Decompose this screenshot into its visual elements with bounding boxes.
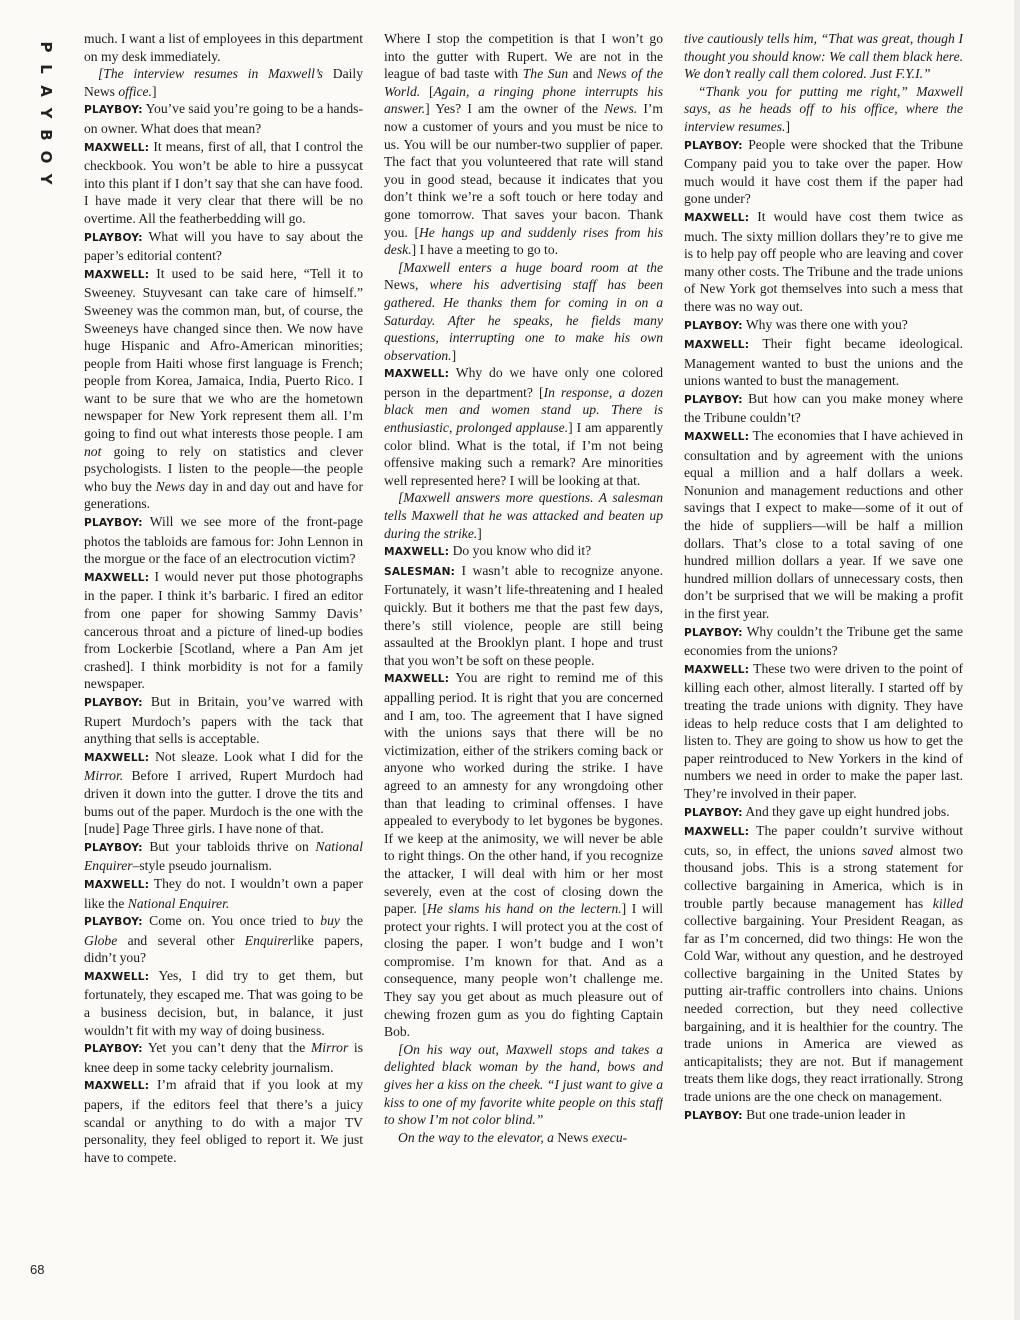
paragraph	[384, 364, 663, 489]
italic-text: On the way to the elevator, a	[398, 1129, 558, 1145]
body-text: It would have cost them twice as much. The sixty million dollars they’re to give me is to help pay off people who are leaving and cover many other costs. The Tribune and the trade unions of New York got themselves into such a mess that there was no way out.	[684, 208, 963, 314]
speaker-label: PLAYBOY:	[84, 841, 143, 854]
paragraph	[384, 489, 663, 542]
body-text: Will we see more of the front-page photos the tabloids are famous for: John Lennon in the morgue or the face of an electrocution victim?	[84, 514, 363, 567]
italic-text: [The interview resumes in Maxwell’s	[98, 66, 333, 82]
italic-text: Mirror	[310, 1040, 349, 1056]
running-head-letter: B	[37, 129, 55, 141]
body-text: They do not. I wouldn’t own a paper like the	[84, 875, 363, 911]
speaker-label: MAXWELL:	[84, 751, 150, 764]
body-text: These two were driven to the point of killing each other, almost literally. I started off by treating the trade unions with dignity. They have ideas to help reduce costs that I am delighted to listen to. They are going to show us how to get the paper reintroduced to New Yorkers in the kind of numbers we need in order to make the paper last. They’re involved in their paper.	[684, 660, 963, 801]
italic-text: News of the World.	[384, 66, 663, 99]
paragraph	[384, 1041, 663, 1129]
paragraph	[84, 65, 363, 100]
body-text: ]	[151, 83, 157, 99]
body-text: Where I stop the competition is that I won’t go into the gutter with Rupert. We are not in the league of bad taste with	[384, 31, 663, 82]
body-text: the	[339, 913, 363, 929]
italic-text: not	[84, 443, 102, 459]
paragraph	[684, 803, 963, 823]
italic-text: buy	[320, 913, 340, 929]
paragraph	[684, 335, 963, 390]
speaker-label: PLAYBOY:	[684, 626, 743, 639]
body-text: What will you have to say about the paper’s editorial content?	[84, 228, 363, 264]
paragraph	[684, 316, 963, 336]
running-head-letter: L	[37, 64, 55, 74]
paragraph	[684, 1106, 963, 1126]
body-text: But your tabloids thrive on	[149, 838, 316, 854]
body-text: It used to be said here, “Tell it to Sweeney. Stuyvesant can take care of himself.” Sweeney was the common man, but, of course, the Sweeneys have changed since then. We now have huge Hispanic and Afro-American minorities; people from Haiti whose first language is French; people from Korea, Jamaica, India, Puerto Rico. I want to be sure that we who are the hometown newspaper for New York represent them all. I’m going to find out what interests those people. I am	[84, 265, 363, 442]
italic-text: [Maxwell enters a huge board room at the	[398, 259, 663, 275]
speaker-label: PLAYBOY:	[84, 1043, 143, 1056]
body-text: Why couldn’t the Tribune get the same economies from the unions?	[684, 623, 963, 659]
body-text: ] I have a meeting to go to.	[411, 242, 559, 258]
italic-text: “Thank you for putting me right,” Maxwell says, as he heads off to his office, where the interview resumes.	[684, 83, 963, 134]
paragraph	[84, 1039, 363, 1076]
body-text: Do you know who did it?	[452, 543, 592, 559]
italic-text: In response, a dozen black men and women stand up. There is enthusiastic, prolonged applause.	[384, 384, 663, 436]
column-2	[384, 30, 663, 1290]
italic-text: News.	[604, 101, 638, 117]
speaker-label: MAXWELL:	[84, 970, 150, 983]
body-text: Yet you can’t deny that the	[147, 1040, 311, 1056]
speaker-label: PLAYBOY:	[684, 1109, 743, 1122]
body-text: almost two thousand jobs. This is a strong statement for collective bargaining in America, which is in trouble partly because management has	[684, 842, 963, 911]
body-text: But in Britain, you’ve warred with Rupert Murdoch’s papers with the tack that anything that sells is acceptable.	[84, 693, 363, 747]
paragraph	[84, 748, 363, 838]
paragraph	[84, 30, 363, 65]
paragraph	[84, 228, 363, 265]
body-text: like papers, didn’t you?	[84, 932, 363, 966]
column-1	[84, 30, 363, 1290]
body-text: ] I will protect your rights. I will protect you at the cost of closing the paper. I won’t budge and I won’t compromise. I’m known for that. And as a consequence, many people won’t challenge me. They say you get about as much pleasure out of chewing frozen gum as you do fighting Captain Bob.	[384, 901, 663, 1040]
speaker-label: PLAYBOY:	[84, 104, 143, 117]
body-text: ]	[477, 525, 482, 541]
body-text: News,	[384, 277, 419, 293]
body-text: Yes, I did try to get them, but fortunately, they escaped me. That was going to be a business decision, but, in balance, it just wouldn’t fit with my way of doing business.	[84, 967, 363, 1038]
body-text: Daily News	[84, 66, 363, 99]
running-head-letter: A	[37, 85, 55, 97]
paragraph	[684, 822, 963, 1106]
paragraph	[384, 1129, 663, 1147]
paragraph	[84, 967, 363, 1039]
speaker-label: PLAYBOY:	[84, 696, 143, 709]
body-text: and	[568, 66, 598, 82]
body-text: The paper couldn’t survive without cuts, so, in effect, the unions	[684, 823, 963, 858]
body-text: collective bargaining. Your President Reagan, as far as I’m concerned, did two things: He won the Cold War, without any question, and he destroyed collective bargaining in the United States by putting air-traffic controllers into chains. Unions needed correction, but they need collective bargaining, and it is healthier for the country. The trade unions in America are viewed as anticapitalists; they are not. But if management treats them like dogs, they react irrationally. Strong trade unions are the one check on management.	[684, 913, 963, 1105]
italic-text: [Maxwell answers more questions. A salesman tells Maxwell that he was attacked and beaten up during the strike.	[384, 490, 663, 541]
italic-text: Mirror.	[84, 768, 124, 784]
paragraph	[384, 542, 663, 562]
body-text: is knee deep in some tacky celebrity journalism.	[84, 1040, 363, 1075]
paragraph	[84, 1076, 363, 1166]
paragraph	[384, 669, 663, 1040]
speaker-label: MAXWELL:	[684, 211, 750, 224]
italic-text: saved	[862, 842, 894, 858]
italic-text: killed	[932, 895, 963, 911]
paragraph	[84, 265, 363, 513]
body-text: and several other	[117, 932, 245, 948]
paragraph	[84, 838, 363, 875]
body-text: going to rely on statistics and clever psychologists. I listen to the people—the people who buy the	[84, 443, 363, 494]
speaker-label: MAXWELL:	[684, 339, 750, 352]
italic-text: The Sun	[522, 66, 569, 82]
body-text: Why was there one with you?	[745, 316, 908, 332]
body-text: ]	[451, 347, 457, 363]
paragraph	[84, 912, 363, 967]
body-text: And they gave up eight hundred jobs.	[745, 803, 950, 819]
speaker-label: PLAYBOY:	[684, 139, 743, 152]
speaker-label: PLAYBOY:	[684, 319, 743, 332]
paragraph	[684, 30, 963, 83]
body-text: ]	[785, 118, 790, 134]
speaker-label: MAXWELL:	[384, 368, 450, 381]
paragraph	[84, 100, 363, 137]
italic-text: tive cautiously tells him, “That was great, though I thought you should know: We call them black here. We don’t really call them colored. Just F.Y.I.”	[684, 31, 963, 82]
body-text: People were shocked that the Tribune Company paid you to take over the paper. How much would it have cost them if the paper had gone under?	[684, 136, 963, 207]
body-text: You’ve said you’re going to be a hands-on owner. What does that mean?	[84, 101, 363, 136]
body-text: But how can you make money where the Tribune couldn’t?	[684, 390, 963, 426]
italic-text: Enquirer	[244, 932, 294, 948]
paragraph	[384, 562, 663, 670]
speaker-label: PLAYBOY:	[684, 393, 743, 406]
speaker-label: MAXWELL:	[84, 141, 150, 154]
paragraph	[684, 83, 963, 136]
page-number: 68	[30, 1262, 45, 1277]
italic-text: office.	[114, 83, 152, 99]
paragraph	[84, 568, 363, 693]
speaker-label: MAXWELL:	[384, 673, 450, 686]
body-text: It means, first of all, that I control the checkbook. You won’t be able to hire a pussycat into this plant if I don’t say that she can have food. I have made it very clear that there will be no overtime. All the featherbedding will go.	[84, 138, 363, 226]
body-text: ] Yes? I am the owner of the	[425, 101, 605, 117]
running-head-letter: Y	[37, 173, 55, 185]
speaker-label: MAXWELL:	[84, 571, 150, 584]
paragraph	[84, 875, 363, 912]
italic-text: News	[155, 478, 186, 494]
italic-text: National Enquirer.	[127, 895, 230, 911]
paragraph	[684, 427, 963, 623]
italic-text: He hangs up and suddenly rises from his desk.	[384, 224, 663, 258]
body-text: The economies that I have achieved in consultation and by agreement with the unions equal a million and a half dollars a week. Nonunion and management reductions and other savings that I expect to make—some of it out of the hide of suppliers—will be half a million dollars. That’s close to a total saving of one hundred million dollars a year. If we save one hundred million dollars of unnecessary costs, then don’t be surprised that we will be making a profit in the first year.	[684, 428, 963, 621]
page-edge	[1014, 0, 1020, 1320]
paragraph	[84, 693, 363, 748]
body-text: day in and day out and have for generations.	[84, 478, 363, 512]
paragraph	[684, 390, 963, 427]
body-text: I’m now a customer of yours and you must be nice to us. You will be our number-two supplier of paper. The fact that you volunteered that rate will stand you in good stead, because it indicates that you don’t think we’re a soft touch or here today and gone tomorrow. That saves your bacon. Thank you. [	[384, 101, 663, 240]
body-text: I’m afraid that if you look at my papers, if the editors feel that there’s a juicy scandal or anything to do with a major TV personality, they feel obliged to report it. We just have to compete.	[84, 1077, 363, 1165]
italic-text: Globe	[84, 932, 118, 948]
running-head-letter: O	[37, 150, 55, 164]
paragraph	[84, 513, 363, 568]
running-head	[34, 36, 64, 190]
running-head-letter: P	[37, 41, 55, 53]
body-text: –style pseudo journalism.	[132, 858, 272, 874]
paragraph	[384, 30, 663, 259]
speaker-label: MAXWELL:	[684, 663, 750, 676]
speaker-label: PLAYBOY:	[684, 806, 743, 819]
body-text: Come on. You once tried to	[149, 913, 321, 929]
paragraph	[684, 208, 963, 316]
speaker-label: PLAYBOY:	[84, 517, 143, 530]
body-text: But one trade-union leader in	[746, 1106, 906, 1122]
italic-text: execu-	[588, 1129, 628, 1145]
speaker-label: PLAYBOY:	[84, 231, 143, 244]
body-text: News	[557, 1129, 589, 1145]
speaker-label: SALESMAN:	[384, 565, 456, 578]
running-head-letter: Y	[37, 107, 55, 119]
body-text: I would never put those photographs in the paper. I think it’s barbaric. I fired an editor from one paper for showing Sammy Davis’ cancerous throat and a picture of lined-up bodies from Lockerbie [Scotland, where a Pan Am jet crashed]. I think morbidity is not for a family newspaper.	[84, 568, 363, 692]
italic-text: where his advertising staff has been gathered. He thanks them for coming in on a Saturday. After he speaks, he fields many questions, interrupting one to make his own observation.	[384, 277, 663, 363]
paragraph	[684, 136, 963, 208]
italic-text: [On his way out, Maxwell stops and takes a delighted black woman by the hand, bows and gives her a kiss on the cheek. “I just want to give a kiss to one of my favorite white people on this staff to show I’m not color blind.”	[384, 1041, 663, 1128]
body-text: Why do we have only one colored person in the department? [	[384, 365, 663, 400]
paragraph	[684, 623, 963, 660]
paragraph	[684, 660, 963, 803]
speaker-label: MAXWELL:	[384, 546, 450, 559]
body-text: I wasn’t able to recognize anyone. Fortunately, it wasn’t life-threatening and I healed quickly. But it bothers me that the past few days, there’s still violence, people are still being assaulted at the Brooklyn plant. I hope and trust that you won’t be soft on these people.	[384, 562, 663, 668]
speaker-label: MAXWELL:	[84, 268, 150, 281]
body-text: Before I arrived, Rupert Murdoch had driven it down into the gutter. I drove the tits and bums out of the paper. Murdoch is the one with the [nude] Page Three girls. I have none of that.	[84, 768, 363, 837]
italic-text: National Enquirer	[84, 838, 363, 874]
speaker-label: PLAYBOY:	[84, 916, 143, 929]
speaker-label: MAXWELL:	[84, 878, 150, 891]
speaker-label: MAXWELL:	[84, 1080, 150, 1093]
body-text: much. I want a list of employees in this department on my desk immediately.	[84, 31, 363, 64]
speaker-label: MAXWELL:	[684, 431, 750, 444]
paragraph	[84, 138, 363, 228]
paragraph	[384, 259, 663, 365]
body-text: You are right to remind me of this appalling period. It is right that you are concerned and I am, too. The agreement that I have signed with the unions says that there will be no victimization, either of the strikers coming back or anyone who worked during the strike. I have agreed to an amnesty for any wrongdoing other than that leading to criminal offenses. I have appealed to everybody to let bygones be bygones. If we keep at the animosity, we will never be able to right things. On the other hand, if you recognize the attacker, I will deal with him or her most severely, even at the cost of closing down the paper. [	[384, 670, 663, 917]
body-text: Not sleaze. Look what I did for the	[155, 748, 363, 764]
article-body	[84, 30, 964, 1290]
italic-text: He slams his hand on the lectern.	[426, 901, 622, 917]
body-text: [	[420, 83, 434, 99]
body-text: ] I am apparently color blind. What is the total, if I’m not being offensive making such a remark? Are minorities well represented here? I will be looking at that.	[384, 420, 663, 488]
column-3	[684, 30, 963, 1290]
italic-text: Again, a ringing phone interrupts his answer.	[384, 83, 663, 117]
body-text: Their fight became ideological. Management wanted to bust the unions and the unions wanted to bust the management.	[684, 336, 963, 389]
speaker-label: MAXWELL:	[684, 826, 750, 839]
